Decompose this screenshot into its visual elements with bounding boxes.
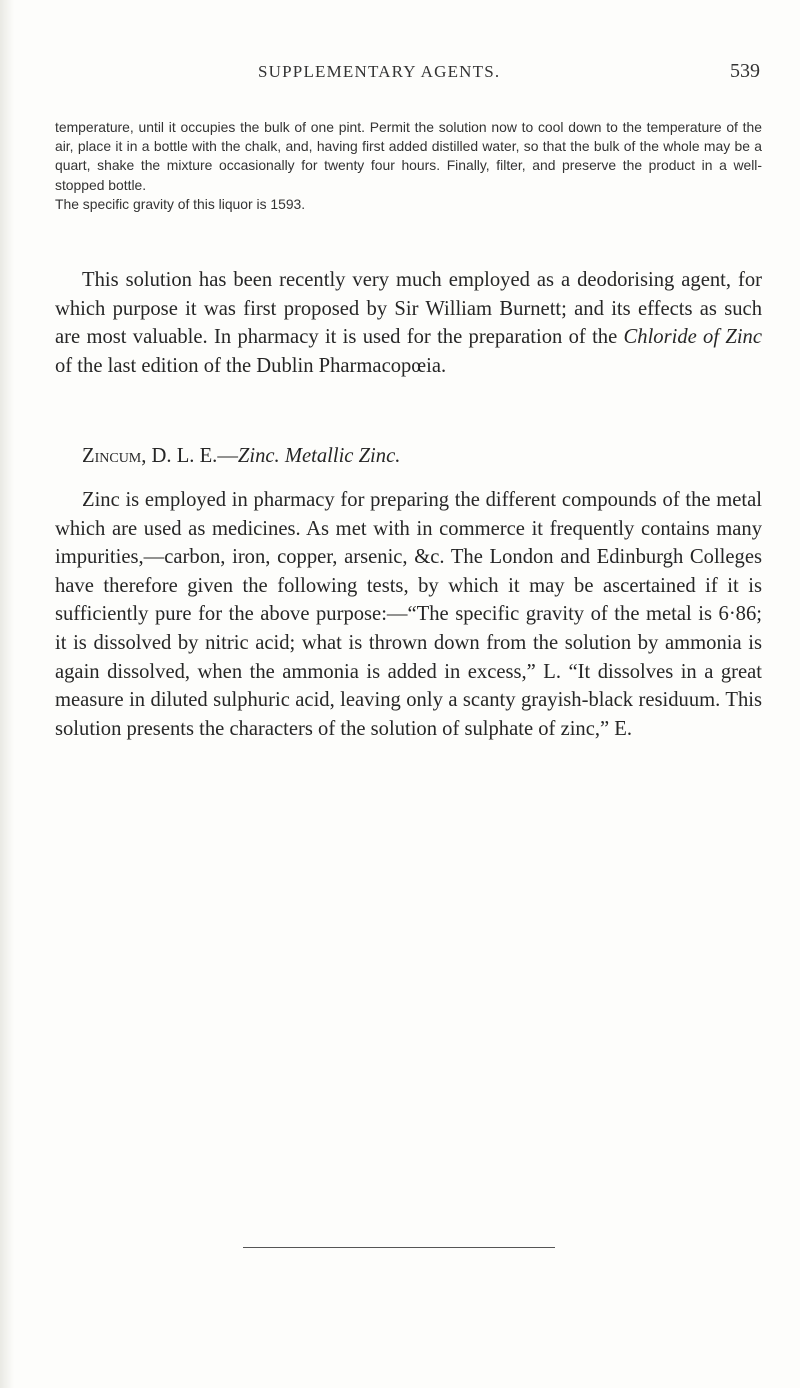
page-gutter-shadow <box>0 0 14 1388</box>
deodorising-paragraph <box>55 266 762 380</box>
heading-references: , D. L. E.— <box>141 445 238 467</box>
chloride-of-zinc-term: Chloride of Zinc <box>623 326 762 349</box>
zinc-description-paragraph <box>55 486 762 743</box>
zinc-description-text: Zinc is employed in pharmacy for preparing the different compounds of the metal which are used as medicines. As met with in commerce it frequently contains many impurities,—carbon, iron, copper, arsenic, &c. The London and Edinburgh Colleges have therefore given the following tests, by which it may be ascertained if it is sufficiently pure for the above purpose:—“The specific gravity of the metal is 6·86; it is dissolved by nitric acid; what is thrown down from the solution by ammonia is again dissolved, when the ammonia is added in excess,” L. “It dissolves in a great measure in diluted sulphuric acid, leaving only a scanty grayish-black residuum. This solution presents the characters of the solution of sulphate of zinc,” E. <box>55 489 762 740</box>
running-title: SUPPLEMENTARY AGENTS. <box>258 62 501 81</box>
heading-latin-name: Zincum <box>82 445 142 467</box>
heading-english-names: Zinc. Metallic Zinc. <box>237 445 401 467</box>
recipe-continuation <box>55 118 762 214</box>
page-number: 539 <box>730 60 760 82</box>
paragraph-text-end: of the last edition of the Dublin Pharmacopœia. <box>55 354 447 377</box>
section-end-rule <box>243 1247 555 1248</box>
section-heading-zincum <box>82 445 400 468</box>
specific-gravity-note: The specific gravity of this liquor is 1593. <box>55 195 306 212</box>
recipe-paragraph: temperature, until it occupies the bulk of one pint. Permit the solution now to cool down to the temperature of the air, place it in a bottle with the chalk, and, having first added distilled water, so that the bulk of the whole may be a quart, shake the mixture occasionally for twenty four hours. Finally, filter, and preserve the product in a well-stopped bottle. <box>55 119 762 193</box>
paragraph-text-start: This solution has been recently very much employed as a deodorising agent, for which purpose it was first proposed by Sir William Burnett; and its effects as such are most valuable. In pharmacy it is used for the preparation of the <box>55 269 762 349</box>
running-head <box>60 62 760 86</box>
